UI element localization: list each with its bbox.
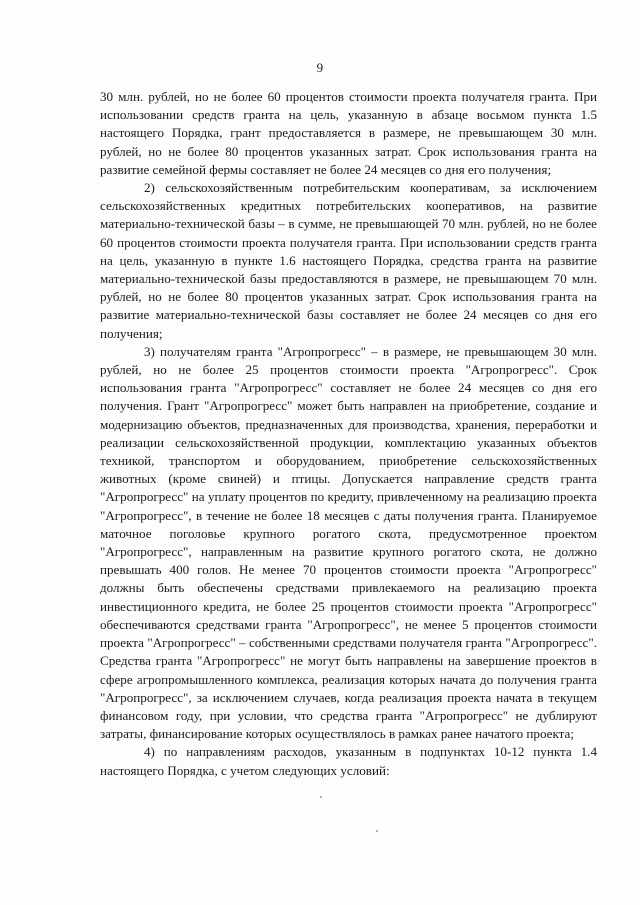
scan-speck bbox=[320, 796, 322, 798]
paragraph-item-3: 3) получателям гранта "Агропрогресс" – в размере, не превышающем 30 млн. рублей, но не более 25 процентов стоимости проекта "Агропрогресс". Срок использования гранта "Агропрогресс" составляет не более 24 месяцев со дня его получения. Грант "Агропрогресс" может быть направлен на приобретение, создание и модернизацию объектов, предназначенных для производства, хранения, переработки и реализации сельскохозяйственной продукции, комплектацию указанных объектов техникой, транспортом и оборудованием, приобретение сельскохозяйственных животных (кроме свиней) и птицы. Допускается направление средств гранта "Агропрогресс" на уплату процентов по кредиту, привлеченному на реализацию проекта "Агропрогресс", в течение не более 18 месяцев с даты получения гранта. Планируемое маточное поголовье крупного рогатого скота, предусмотренное проектом "Агропрогресс", направленным на развитие крупного рогатого скота, не должно превышать 400 голов. Не менее 70 процентов стоимости проекта "Агропрогресс" должны быть обеспечены средствами привлекаемого на реализацию проекта инвестиционного кредита, не более 25 процентов стоимости проекта "Агропрогресс" обеспечиваются средствами гранта "Агропрогресс", не менее 5 процентов стоимости проекта "Агропрогресс" – собственными средствами получателя гранта "Агропрогресс". Средства гранта "Агропрогресс" не могут быть направлены на завершение проектов в сфере агропромышленного комплекса, реализация которых начата до получения гранта "Агропрогресс", за исключением случаев, когда реализация проекта начата в текущем финансовом году, при условии, что средства гранта "Агропрогресс" не дублируют затраты, финансирование которых осуществлялось в рамках ранее начатого проекта; bbox=[100, 343, 597, 742]
paragraph-item-2: 2) сельскохозяйственным потребительским кооперативам, за исключением сельскохозяйственных кредитных потребительских кооперативов, на развитие материально-технической базы – в сумме, не превышающей 70 млн. рублей, но не более 60 процентов стоимости проекта получателя гранта. При использовании средств гранта на цель, указанную в пункте 1.6 настоящего Порядка, средства гранта на развитие материально-технической базы предоставляются в размере, не превышающем 70 млн. рублей, но не более 80 процентов указанных затрат. Срок использования гранта на развитие материально-технической базы составляет не более 24 месяцев со дня его получения; bbox=[100, 180, 597, 341]
document-body bbox=[100, 88, 597, 780]
paragraph-item-4: 4) по направлениям расходов, указанным в подпунктах 10-12 пункта 1.4 настоящего Порядка, с учетом следующих условий: bbox=[100, 744, 597, 778]
paragraph-continuation: 30 млн. рублей, но не более 60 процентов стоимости проекта получателя гранта. При использовании средств гранта на цель, указанную в абзаце восьмом пункта 1.5 настоящего Порядка, грант предоставляется в размере, не превышающем 30 млн. рублей, но не более 80 процентов указанных затрат. Срок использования гранта на развитие семейной фермы составляет не более 24 месяцев со дня его получения; bbox=[100, 89, 597, 177]
scan-speck bbox=[376, 830, 378, 832]
page-number: 9 bbox=[316, 60, 324, 75]
